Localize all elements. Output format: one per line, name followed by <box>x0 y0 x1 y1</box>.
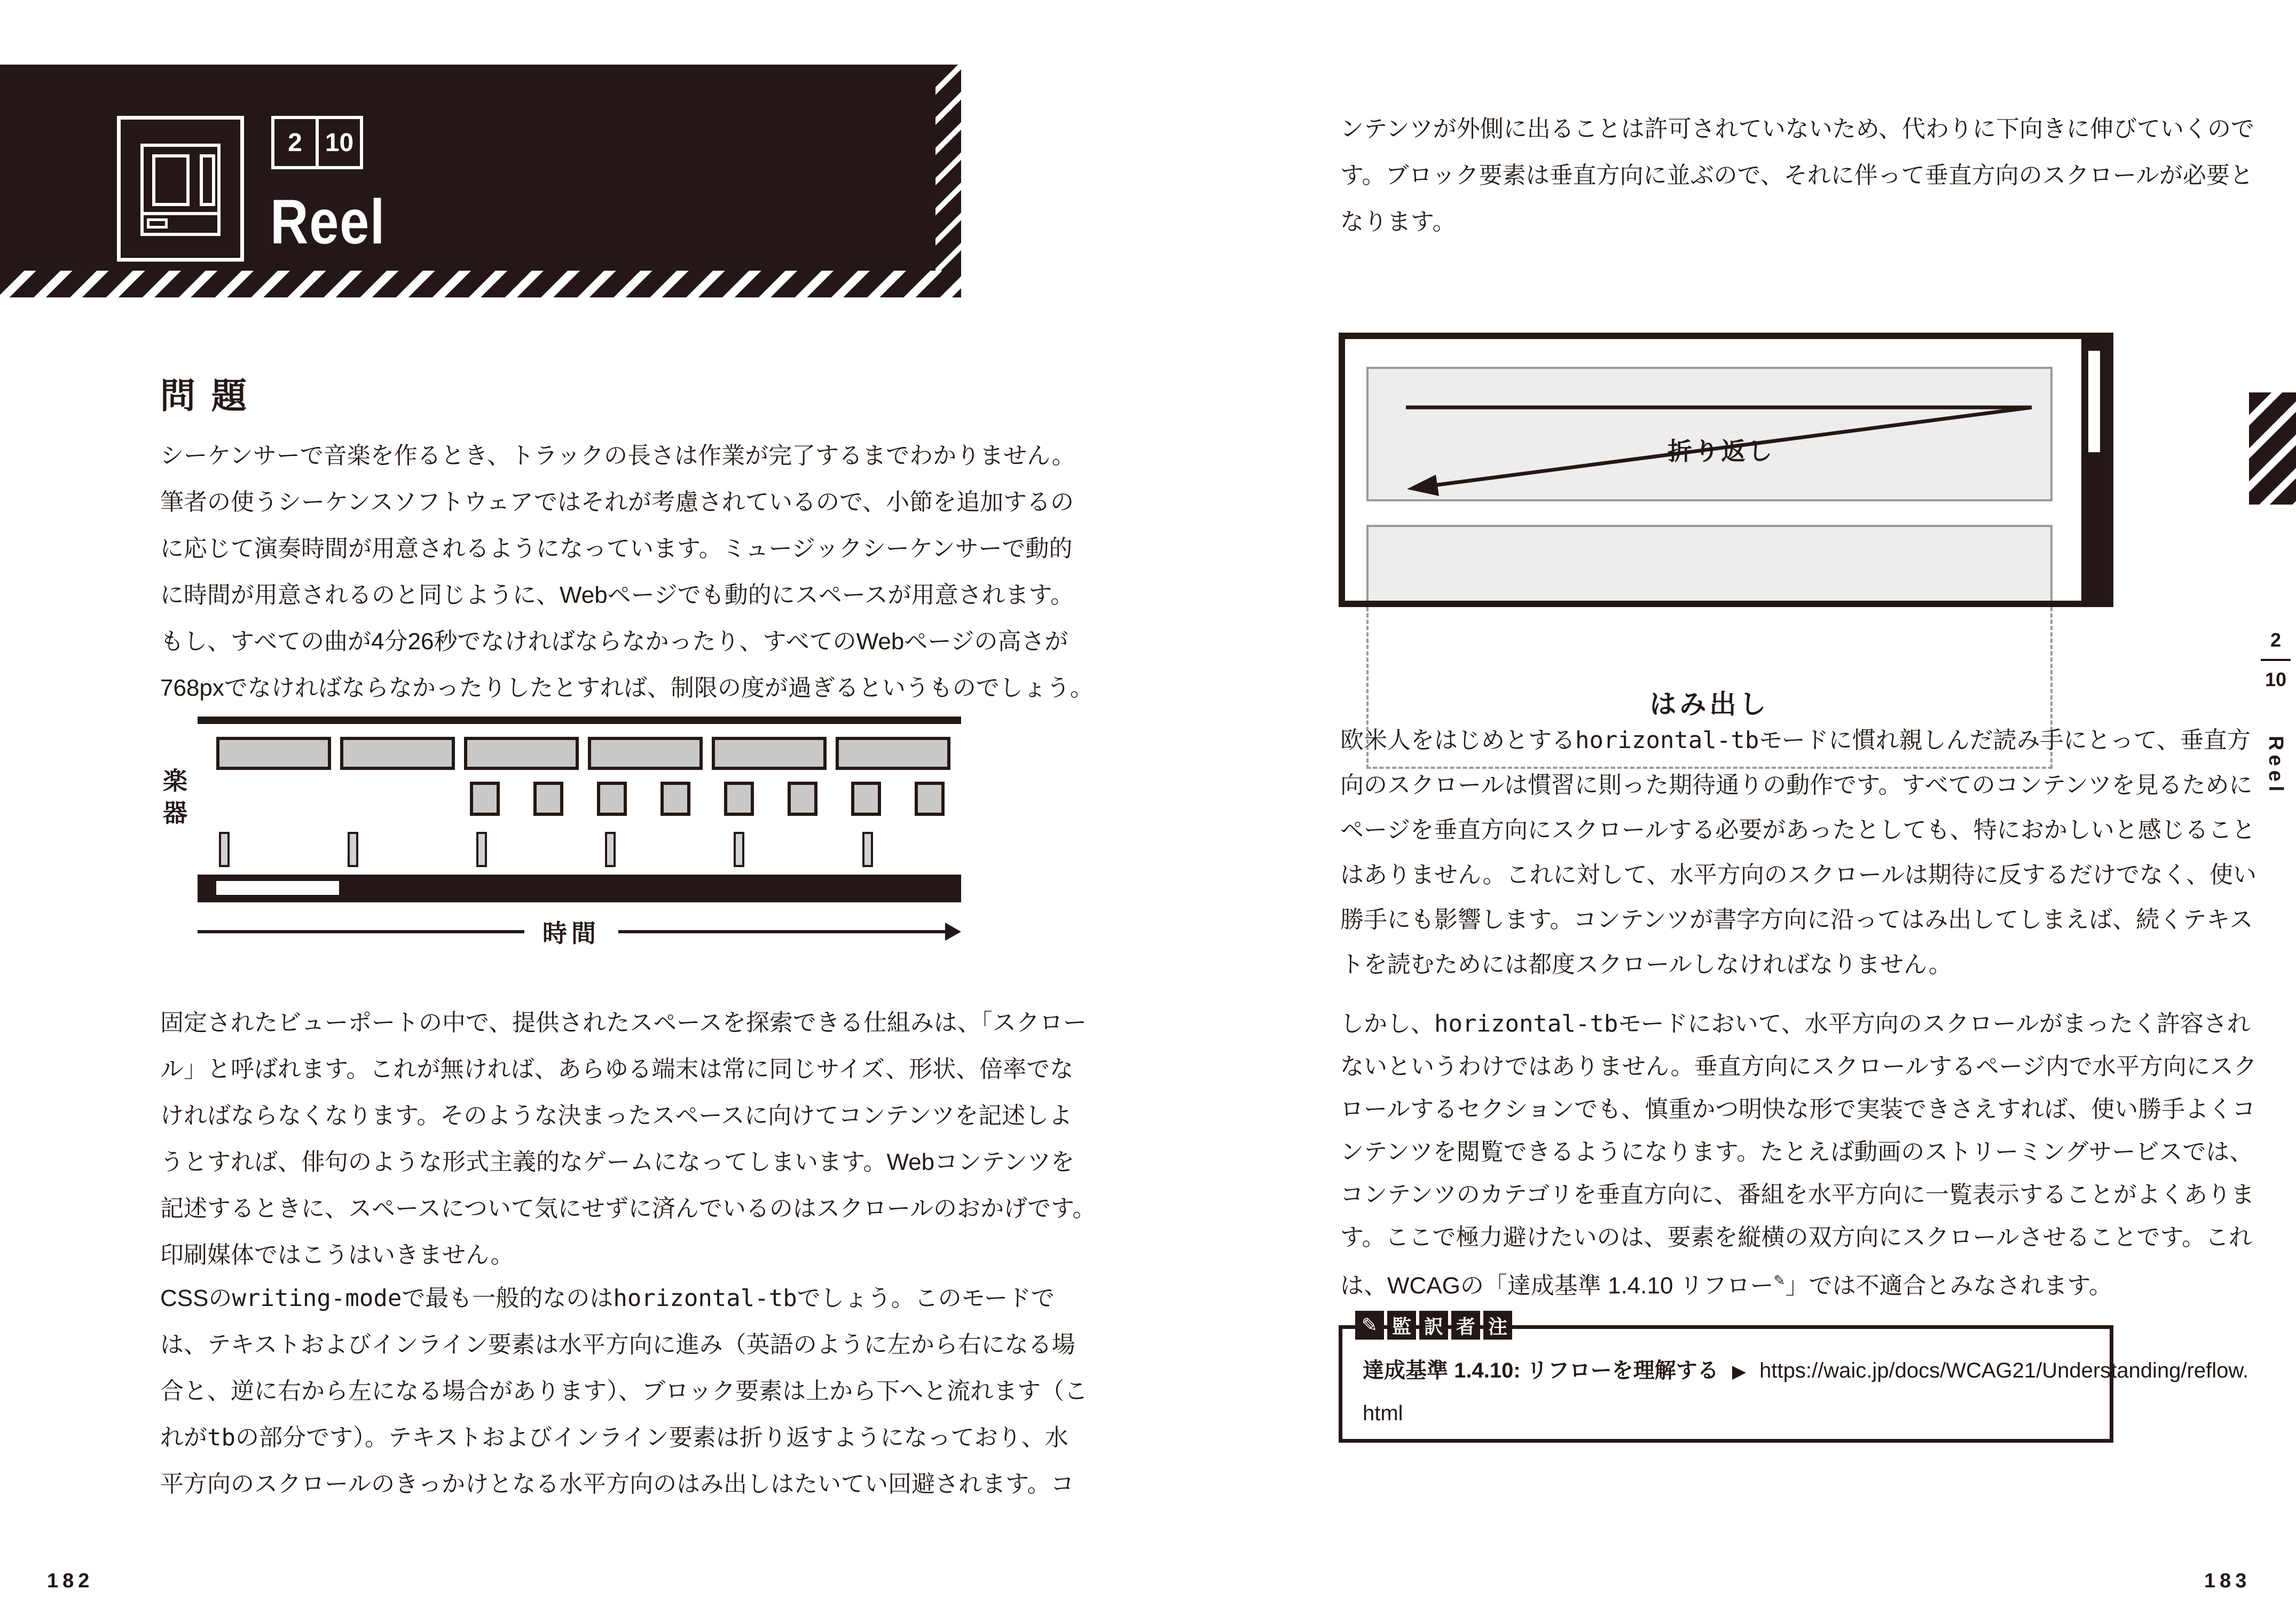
window-divider-icon <box>144 212 217 215</box>
pointer-triangle-icon: ▶ <box>1732 1362 1747 1382</box>
page-number-left: 182 <box>47 1570 94 1592</box>
tag-character: 注 <box>1483 1311 1512 1340</box>
figure-block <box>915 782 945 816</box>
sequencer-track-row-1 <box>216 737 950 770</box>
page-number-right: 183 <box>2204 1570 2251 1592</box>
text-line: は、WCAGの「達成基準 1.4.10 リフロー✎」では不適合とみなされます。 <box>1340 1272 2112 1299</box>
window-main-pane-icon <box>152 154 190 206</box>
translator-note-box <box>1339 1314 2249 1443</box>
tag-character: 監 <box>1387 1311 1416 1340</box>
figure-block <box>219 832 230 867</box>
text-line: 印刷媒体ではこうはいきません。 <box>160 1242 514 1268</box>
page-title: Reel <box>270 187 386 257</box>
left-paragraph-3 <box>160 1275 1088 1507</box>
figure-block <box>788 782 817 816</box>
translator-note-tag <box>1355 1311 1512 1340</box>
left-paragraph-1 <box>160 432 1094 711</box>
text-line: ページを垂直方向にスクロールする必要があったとしても、特におかしいと感じること <box>1340 817 2255 843</box>
content-block-wrapping <box>1366 367 2053 501</box>
text-line: 勝手にも影響します。コンテンツが書字方向に沿ってはみ出してしまえば、続くテキス <box>1340 907 2253 933</box>
text-line: は、テキストおよびインライン要素は水平方向に進み（英語のように左から右になる場 <box>160 1332 1075 1358</box>
margin-tab-stripes <box>2249 392 2296 505</box>
pen-icon: ✎ <box>1355 1311 1384 1340</box>
text-line: す。ここで極力避けたいのは、要素を縦横の双方向にスクロールさせることです。これ <box>1340 1224 2253 1250</box>
sequencer-scrollbar-track <box>198 875 961 902</box>
time-axis-arrow <box>198 914 961 949</box>
margin-title-vertical: Reel <box>2264 736 2287 796</box>
figure-block <box>862 832 873 867</box>
section-heading: 問題 <box>160 376 263 415</box>
text-line: ル」と呼ばれます。これが無ければ、あらゆる端末は常に同じサイズ、形状、倍率でな <box>160 1056 1074 1082</box>
figure-block <box>597 782 627 816</box>
overflow-label: はみ出し <box>1649 689 1770 719</box>
margin-section-number: 10 <box>2264 668 2287 690</box>
text-line: 固定されたビューポートの中で、提供されたスペースを探索できる仕組みは、「スクロー <box>160 1010 1087 1036</box>
text-line: 筆者の使うシーケンスソフトウェアではそれが考慮されているので、小節を追加するの <box>160 489 1074 515</box>
text-line: うとすれば、俳句のような形式主義的なゲームになってしまいます。Webコンテンツを <box>160 1149 1074 1175</box>
time-arrowhead-icon <box>945 923 961 941</box>
figure-block <box>851 782 881 816</box>
sequencer-top-bar <box>198 717 961 724</box>
right-paragraph-1 <box>1340 106 2255 245</box>
figure-block <box>216 737 331 770</box>
translator-note-tag-chars <box>1387 1311 1512 1340</box>
reel-layout-icon <box>117 116 244 262</box>
text-line: コンテンツのカテゴリを垂直方向に、番組を水平方向に一覧表示することがよくありま <box>1340 1182 2255 1208</box>
text-line: CSSのwriting-modeで最も一般的なのはhorizontal-tbでしょう。このモードで <box>160 1285 1055 1312</box>
note-url-part1: https://waic.jp/docs/WCAG21/Understanding/reflow. <box>1759 1359 2249 1382</box>
text-line: 平方向のスクロールのきっかけとなる水平方向のはみ出しはたいてい回避されます。コ <box>160 1471 1074 1497</box>
text-line: はありません。これに対して、水平方向のスクロールは期待に反するだけでなく、使い <box>1340 862 2256 888</box>
text-line: 向のスクロールは慣習に則った期待通りの動作です。すべてのコンテンツを見るために <box>1340 772 2253 798</box>
figure-block <box>734 832 744 867</box>
chapter-section-badge <box>271 116 363 169</box>
figure-block <box>476 832 487 867</box>
window-side-pane-icon <box>200 154 215 206</box>
sequencer-track-row-2 <box>470 782 945 816</box>
note-url-part2: html <box>1363 1402 1403 1425</box>
text-line: ければならなくなります。そのような決まったスペースに向けてコンテンツを記述しよ <box>160 1103 1073 1129</box>
tag-character: 訳 <box>1419 1311 1448 1340</box>
note-reference-title: 達成基準 1.4.10: リフローを理解する <box>1363 1359 1719 1382</box>
banner-bottom-stripes <box>0 271 961 297</box>
text-line: 合と、逆に右から左になる場合があります）、ブロック要素は上から下へと流れます（こ <box>160 1378 1088 1404</box>
text-line: ンテンツが外側に出ることは許可されていないため、代わりに下向きに伸びていくので <box>1340 116 2255 142</box>
note-reference-line <box>1363 1354 2248 1384</box>
left-paragraph-2 <box>160 1000 1096 1278</box>
content-block-overflowing <box>1366 525 2053 607</box>
figure-block <box>588 737 703 770</box>
margin-chapter-number: 2 <box>2270 629 2282 651</box>
sequencer-figure <box>198 717 961 902</box>
text-line: シーケンサーで音楽を作るとき、トラックの長さは作業が完了するまでわかりません。 <box>160 443 1075 469</box>
margin-chapter-section <box>2256 629 2295 691</box>
text-line: ンテンツを閲覧できるようになります。たとえば動画のストリーミングサービスでは、 <box>1340 1139 2253 1165</box>
banner-notch-stripes <box>935 65 961 271</box>
text-line: なります。 <box>1340 209 1456 235</box>
figure-block <box>348 832 358 867</box>
text-line: トを読むためには都度スクロールしなければなりません。 <box>1340 951 1952 978</box>
text-line: 記述するときに、スペースについて気にせずに済んでいるのはスクロールのおかげです。 <box>160 1195 1096 1222</box>
text-line: れがtbの部分です）。テキストおよびインライン要素は折り返すようになっており、水 <box>160 1424 1068 1451</box>
text-line: に時間が用意されるのと同じように、Webページでも動的にスペースが用意されます。 <box>160 582 1074 608</box>
figure-block <box>340 737 455 770</box>
text-line: ロールするセクションでも、慎重かつ明快な形で実装できさえすれば、使い勝手よくコ <box>1340 1096 2256 1122</box>
text-line: もし、すべての曲が4分26秒でなければならなかったり、すべてのWebページの高さが <box>160 628 1068 655</box>
tag-character: 者 <box>1451 1311 1480 1340</box>
right-paragraph-2 <box>1340 718 2256 987</box>
text-line: す。ブロック要素は垂直方向に並ぶので、それに伴って垂直方向のスクロールが必要と <box>1340 162 2253 188</box>
window-chip-icon <box>147 218 168 229</box>
wrap-label: 折り返し <box>1668 437 1774 465</box>
text-line: ないというわけではありません。垂直方向にスクロールするページ内で水平方向にスク <box>1340 1053 2257 1080</box>
text-line: に応じて演奏時間が用意されるようになっています。ミュージックシーケンサーで動的 <box>160 536 1073 562</box>
figure-block <box>464 737 579 770</box>
figure-block <box>836 737 950 770</box>
chapter-number: 2 <box>288 128 302 157</box>
time-arrow-line-left <box>198 930 524 933</box>
time-axis-label: 時間 <box>542 919 600 947</box>
time-arrow-line-right <box>618 930 945 933</box>
figure-block <box>605 832 616 867</box>
window-frame-icon <box>140 144 221 236</box>
instrument-axis-label: 楽器 <box>160 768 187 832</box>
text-line: しかし、horizontal-tbモードにおいて、水平方向のスクロールがまったく許容され <box>1340 1010 2251 1037</box>
figure-block <box>470 782 500 816</box>
figure-block <box>661 782 690 816</box>
figure-block <box>724 782 754 816</box>
sequencer-track-row-3 <box>219 832 873 867</box>
text-line: 欧米人をはじめとするhorizontal-tbモードに慣れ親しんだ読み手にとって、垂直方 <box>1340 727 2251 754</box>
text-line: 768pxでなければならなかったりしたとすれば、制限の度が過ぎるというものでしょう。 <box>160 675 1094 701</box>
figure-block <box>533 782 563 816</box>
sequencer-scrollbar-thumb <box>216 881 339 895</box>
vertical-scrollbar-thumb <box>2088 351 2100 452</box>
vertical-scrollbar-track <box>2081 339 2107 601</box>
section-number: 10 <box>316 119 360 166</box>
browser-frame-figure <box>1339 333 2113 607</box>
right-paragraph-3 <box>1340 1003 2257 1302</box>
margin-fraction-bar <box>2261 659 2291 661</box>
figure-block <box>712 737 827 770</box>
